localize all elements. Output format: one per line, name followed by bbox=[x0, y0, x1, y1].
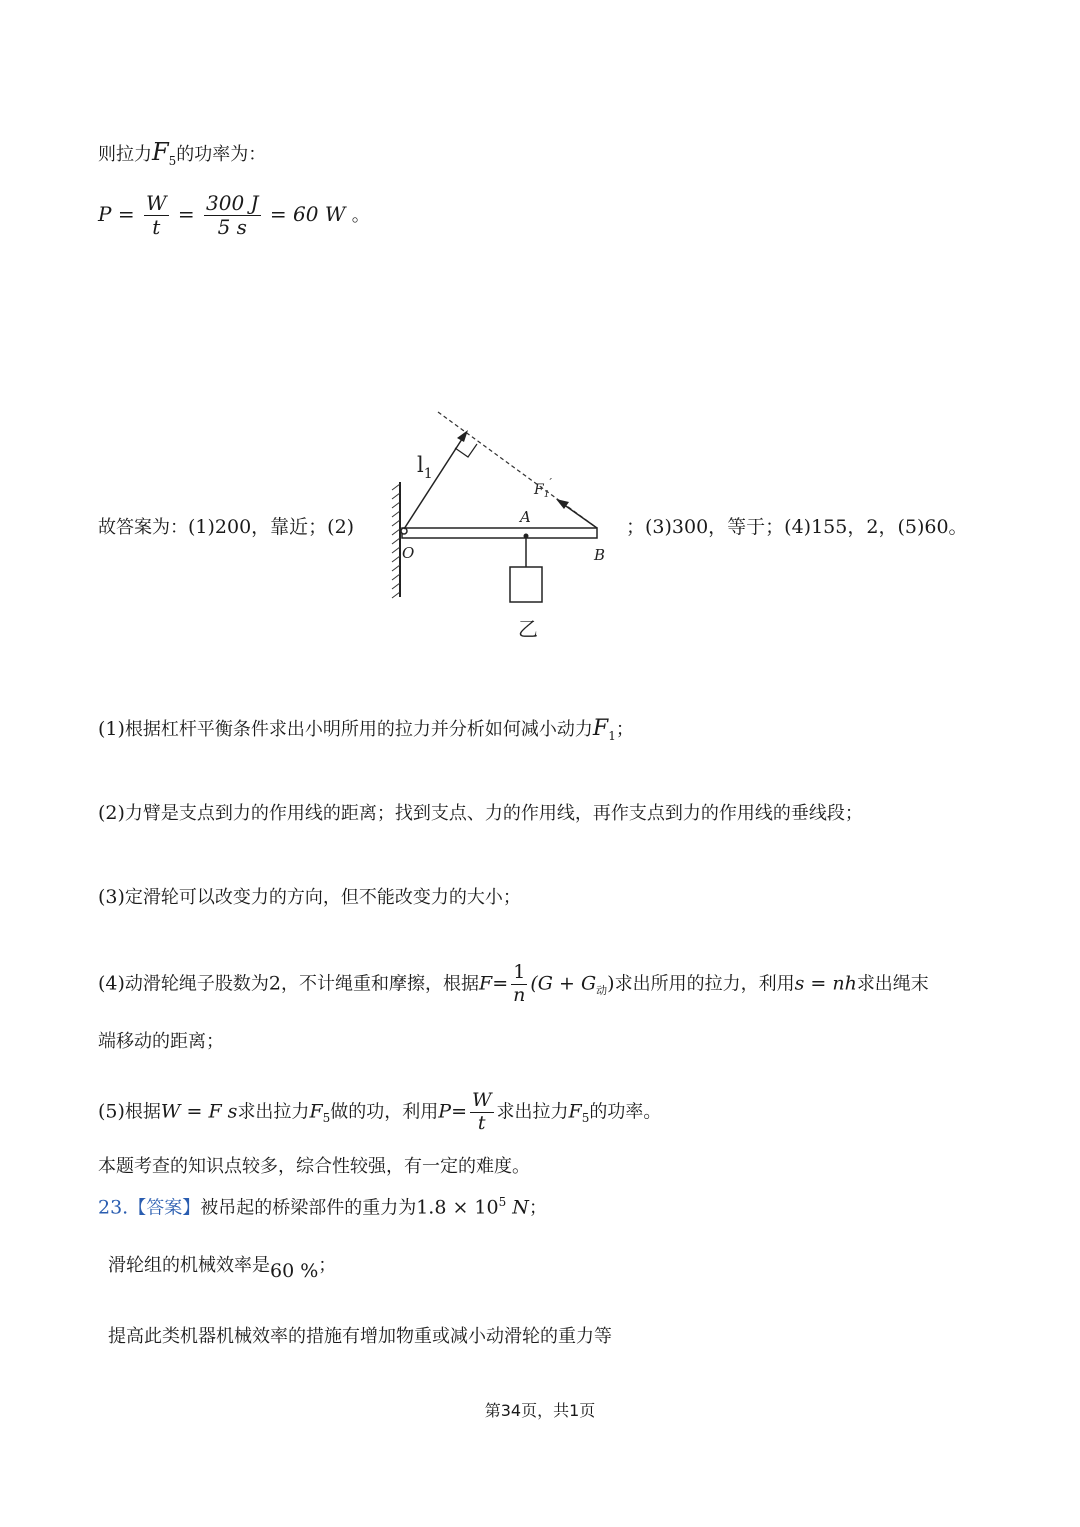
diagram-caption: 乙 bbox=[518, 617, 538, 641]
label-b: B bbox=[594, 546, 606, 564]
arm-arrowhead bbox=[457, 430, 468, 442]
fraction-300j-over-5s: $\frac{300 J}{5 s}$ bbox=[206, 191, 259, 239]
q23-improvement-line: 提高此类机器机械效率的措施有增加物重或减小动滑轮的重力等 bbox=[108, 1326, 612, 1347]
answer-line-left: 故答案为：(1)200，靠近；(2) bbox=[98, 516, 355, 538]
label-l1: $l_1$ bbox=[417, 453, 433, 482]
power-intro: 则拉力$F_5$的功率为： bbox=[98, 138, 267, 168]
analysis-item-4: (4)动滑轮绳子股数为2，不计绳重和摩擦，根据F= $\frac{1}{n}$ $(G + G_动)$求出所用的拉力，利用s = nh求出绳末 bbox=[98, 961, 929, 1006]
analysis-summary: 本题考查的知识点较多，综合性较强，有一定的难度。 bbox=[98, 1156, 530, 1177]
analysis-item-3: (3)定滑轮可以改变力的方向，但不能改变力的大小； bbox=[98, 886, 521, 908]
lever-bar bbox=[402, 528, 597, 538]
power-formula: P = $\frac{W}{t}$ = $\frac{300 J}{5 s}$ = 60 W 。 bbox=[98, 191, 370, 239]
hanging-weight bbox=[510, 567, 542, 602]
wall-hatching bbox=[392, 484, 400, 598]
analysis-item-1: (1)根据杠杆平衡条件求出小明所用的拉力并分析如何减小动力$F_1$； bbox=[98, 716, 634, 743]
lever-arm-l1 bbox=[404, 436, 464, 529]
answer-line-right: ；(3)300，等于；(4)155，2，(5)60。 bbox=[626, 516, 968, 538]
label-o: O bbox=[402, 544, 415, 562]
analysis-item-5: (5)根据W = F s求出拉力$F_5$做的功，利用P= $\frac{W}{t}$ 求出拉力$F_5$的功率。 bbox=[98, 1089, 662, 1134]
label-a: A bbox=[520, 508, 531, 526]
fraction-w-over-t: $\frac{W}{t}$ bbox=[145, 191, 167, 239]
fraction-1-over-n: $\frac{1}{n}$ bbox=[513, 961, 526, 1006]
page-number: 第34页，共1页 bbox=[484, 1401, 596, 1420]
analysis-item-4-cont: 端移动的距离； bbox=[98, 1031, 224, 1052]
force-f1-arrow bbox=[563, 504, 597, 528]
fraction-w-over-t-2: $\frac{W}{t}$ bbox=[471, 1089, 492, 1134]
lever-diagram bbox=[380, 400, 620, 645]
q23-answer-line: 23.【答案】被吊起的桥梁部件的重力为$1.8 \times 10^5$ N； bbox=[98, 1195, 547, 1219]
analysis-item-2: (2)力臂是支点到力的作用线的距离；找到支点、力的作用线，再作支点到力的作用线的垂线段； bbox=[98, 802, 863, 824]
q23-efficiency-line: 滑轮组的机械效率是60 %； bbox=[108, 1255, 337, 1282]
label-f1: $F_1'$ bbox=[534, 476, 552, 500]
